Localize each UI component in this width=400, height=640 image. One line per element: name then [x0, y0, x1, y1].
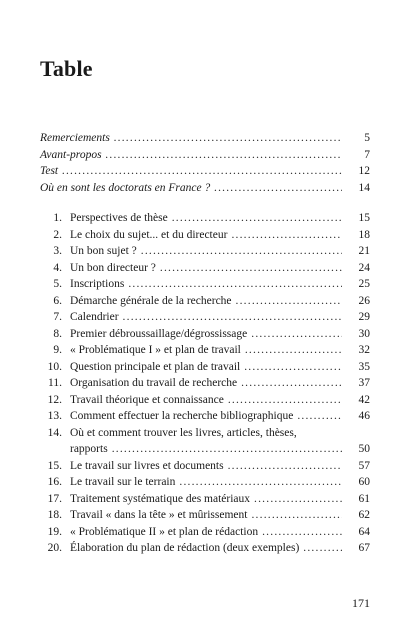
entry-page-number: 18	[358, 228, 370, 241]
dot-leader	[214, 180, 342, 197]
toc-chapter-entry	[40, 524, 370, 541]
toc-chapter-entry	[40, 392, 370, 409]
page-number: 171	[352, 596, 370, 610]
dot-leader	[251, 507, 342, 524]
entry-page-number: 61	[358, 492, 370, 505]
toc-chapter-entry	[40, 210, 370, 227]
toc-chapter-entry	[40, 309, 370, 326]
entry-page-number: 35	[358, 360, 370, 373]
entry-title: Comment effectuer la recherche bibliographique	[70, 410, 294, 422]
entry-page-number: 29	[358, 311, 370, 323]
entry-title: Le choix du sujet... et du directeur	[70, 228, 228, 241]
entry-page-number: 14	[358, 181, 370, 194]
chapter-number: 14.	[47, 426, 62, 439]
entry-title: Où et comment trouver les livres, articles, thèses,	[70, 426, 297, 439]
toc-chapter-entry	[40, 342, 370, 359]
entry-page-number: 42	[358, 393, 370, 406]
entry-page-number: 46	[358, 410, 370, 422]
chapter-list	[40, 210, 370, 557]
entry-title: Le travail sur le terrain	[70, 476, 176, 488]
dot-leader	[228, 458, 342, 475]
dot-leader	[231, 227, 342, 244]
toc-chapter-entry	[40, 276, 370, 293]
chapter-number: 7.	[53, 311, 62, 323]
toc-chapter-entry	[40, 491, 370, 508]
entry-page-number: 64	[358, 525, 370, 538]
entry-page-number: 50	[358, 443, 370, 455]
toc-front-entry	[40, 180, 370, 197]
dot-leader	[128, 276, 342, 293]
toc-chapter-entry	[40, 293, 370, 310]
toc-chapter-entry	[40, 227, 370, 244]
entry-page-number: 5	[364, 132, 370, 144]
entry-title: Perspectives de thèse	[70, 212, 168, 224]
entry-title: Démarche générale de la recherche	[70, 294, 232, 307]
entry-page-number: 12	[358, 165, 370, 177]
chapter-number: 9.	[53, 344, 62, 356]
entry-page-number: 30	[358, 327, 370, 340]
entry-title: Travail théorique et connaissance	[70, 393, 224, 406]
chapter-number: 4.	[53, 261, 62, 274]
entry-title: Question principale et plan de travail	[70, 360, 241, 373]
dot-leader	[123, 309, 342, 326]
entry-title: Un bon directeur ?	[70, 261, 156, 274]
entry-page-number: 32	[358, 344, 370, 356]
dot-leader	[62, 163, 342, 180]
chapter-number: 11.	[48, 377, 62, 389]
entry-title: Travail « dans la tête » et mûrissement	[70, 509, 248, 521]
entry-page-number: 60	[358, 476, 370, 488]
dot-leader	[172, 210, 342, 227]
chapter-number: 13.	[47, 410, 62, 422]
entry-title: Un bon sujet ?	[70, 245, 137, 257]
toc-chapter-entry	[40, 359, 370, 376]
toc-chapter-entry	[40, 458, 370, 475]
chapter-number: 17.	[47, 492, 62, 505]
toc-chapter-entry	[40, 326, 370, 343]
dot-leader	[297, 408, 342, 425]
entry-page-number: 7	[364, 148, 370, 161]
entry-page-number: 62	[358, 509, 370, 521]
entry-title: rapports	[70, 443, 108, 455]
entry-title: Traitement systématique des matériaux	[70, 492, 251, 505]
entry-title: Où en sont les doctorats en France ?	[40, 181, 211, 194]
entry-title: Avant-propos	[40, 148, 102, 161]
toc-chapter-entry	[40, 507, 370, 524]
dot-leader	[114, 130, 342, 147]
chapter-number: 8.	[53, 327, 62, 340]
front-matter-list	[40, 130, 370, 196]
chapter-number: 15.	[47, 459, 62, 472]
dot-leader	[262, 524, 342, 541]
toc-chapter-entry	[40, 540, 370, 557]
entry-title: Remerciements	[40, 132, 110, 144]
chapter-number: 3.	[53, 245, 62, 257]
entry-title: « Problématique I » et plan de travail	[70, 344, 241, 356]
entry-page-number: 67	[358, 542, 370, 554]
toc-chapter-entry	[40, 375, 370, 392]
toc-chapter-entry	[40, 243, 370, 260]
chapter-number: 6.	[53, 294, 62, 307]
chapter-number: 12.	[47, 393, 62, 406]
dot-leader	[303, 540, 342, 557]
entry-page-number: 24	[358, 261, 370, 274]
chapter-number: 5.	[53, 278, 62, 290]
toc-front-entry	[40, 163, 370, 180]
entry-page-number: 25	[358, 278, 370, 290]
dot-leader	[141, 243, 342, 260]
entry-page-number: 57	[358, 459, 370, 472]
entry-title: Test	[40, 165, 59, 177]
dot-leader	[112, 441, 342, 458]
dot-leader	[251, 326, 342, 343]
entry-title: Calendrier	[70, 311, 119, 323]
chapter-number: 19.	[47, 525, 62, 538]
entry-title: Le travail sur livres et documents	[70, 459, 224, 472]
chapter-number: 18.	[47, 509, 62, 521]
dot-leader	[254, 491, 342, 508]
toc-chapter-entry	[40, 260, 370, 277]
chapter-number: 2.	[53, 228, 62, 241]
dot-leader	[228, 392, 342, 409]
chapter-number: 10.	[47, 360, 62, 373]
entry-title: « Problématique II » et plan de rédaction	[70, 525, 259, 538]
entry-title: Organisation du travail de recherche	[70, 377, 238, 389]
dot-leader	[106, 147, 342, 164]
dot-leader	[241, 375, 342, 392]
dot-leader	[245, 342, 342, 359]
toc-front-entry	[40, 147, 370, 164]
toc-chapter-entry	[40, 408, 370, 425]
entry-page-number: 21	[358, 245, 370, 257]
chapter-number: 16.	[47, 476, 62, 488]
entry-title: Inscriptions	[70, 278, 125, 290]
entry-page-number: 15	[358, 212, 370, 224]
toc-chapter-entry	[40, 474, 370, 491]
chapter-number: 20.	[47, 542, 62, 554]
page-title: Table	[40, 56, 93, 81]
entry-title: Premier débroussaillage/dégrossissage	[70, 327, 248, 340]
dot-leader	[160, 260, 342, 277]
entry-title: Élaboration du plan de rédaction (deux exemples)	[70, 542, 300, 554]
dot-leader	[244, 359, 342, 376]
dot-leader	[236, 293, 342, 310]
toc-chapter-entry	[40, 441, 370, 458]
toc-chapter-entry	[40, 425, 370, 442]
dot-leader	[179, 474, 342, 491]
toc-front-entry	[40, 130, 370, 147]
entry-page-number: 26	[358, 294, 370, 307]
chapter-number: 1.	[53, 212, 62, 224]
entry-page-number: 37	[358, 377, 370, 389]
